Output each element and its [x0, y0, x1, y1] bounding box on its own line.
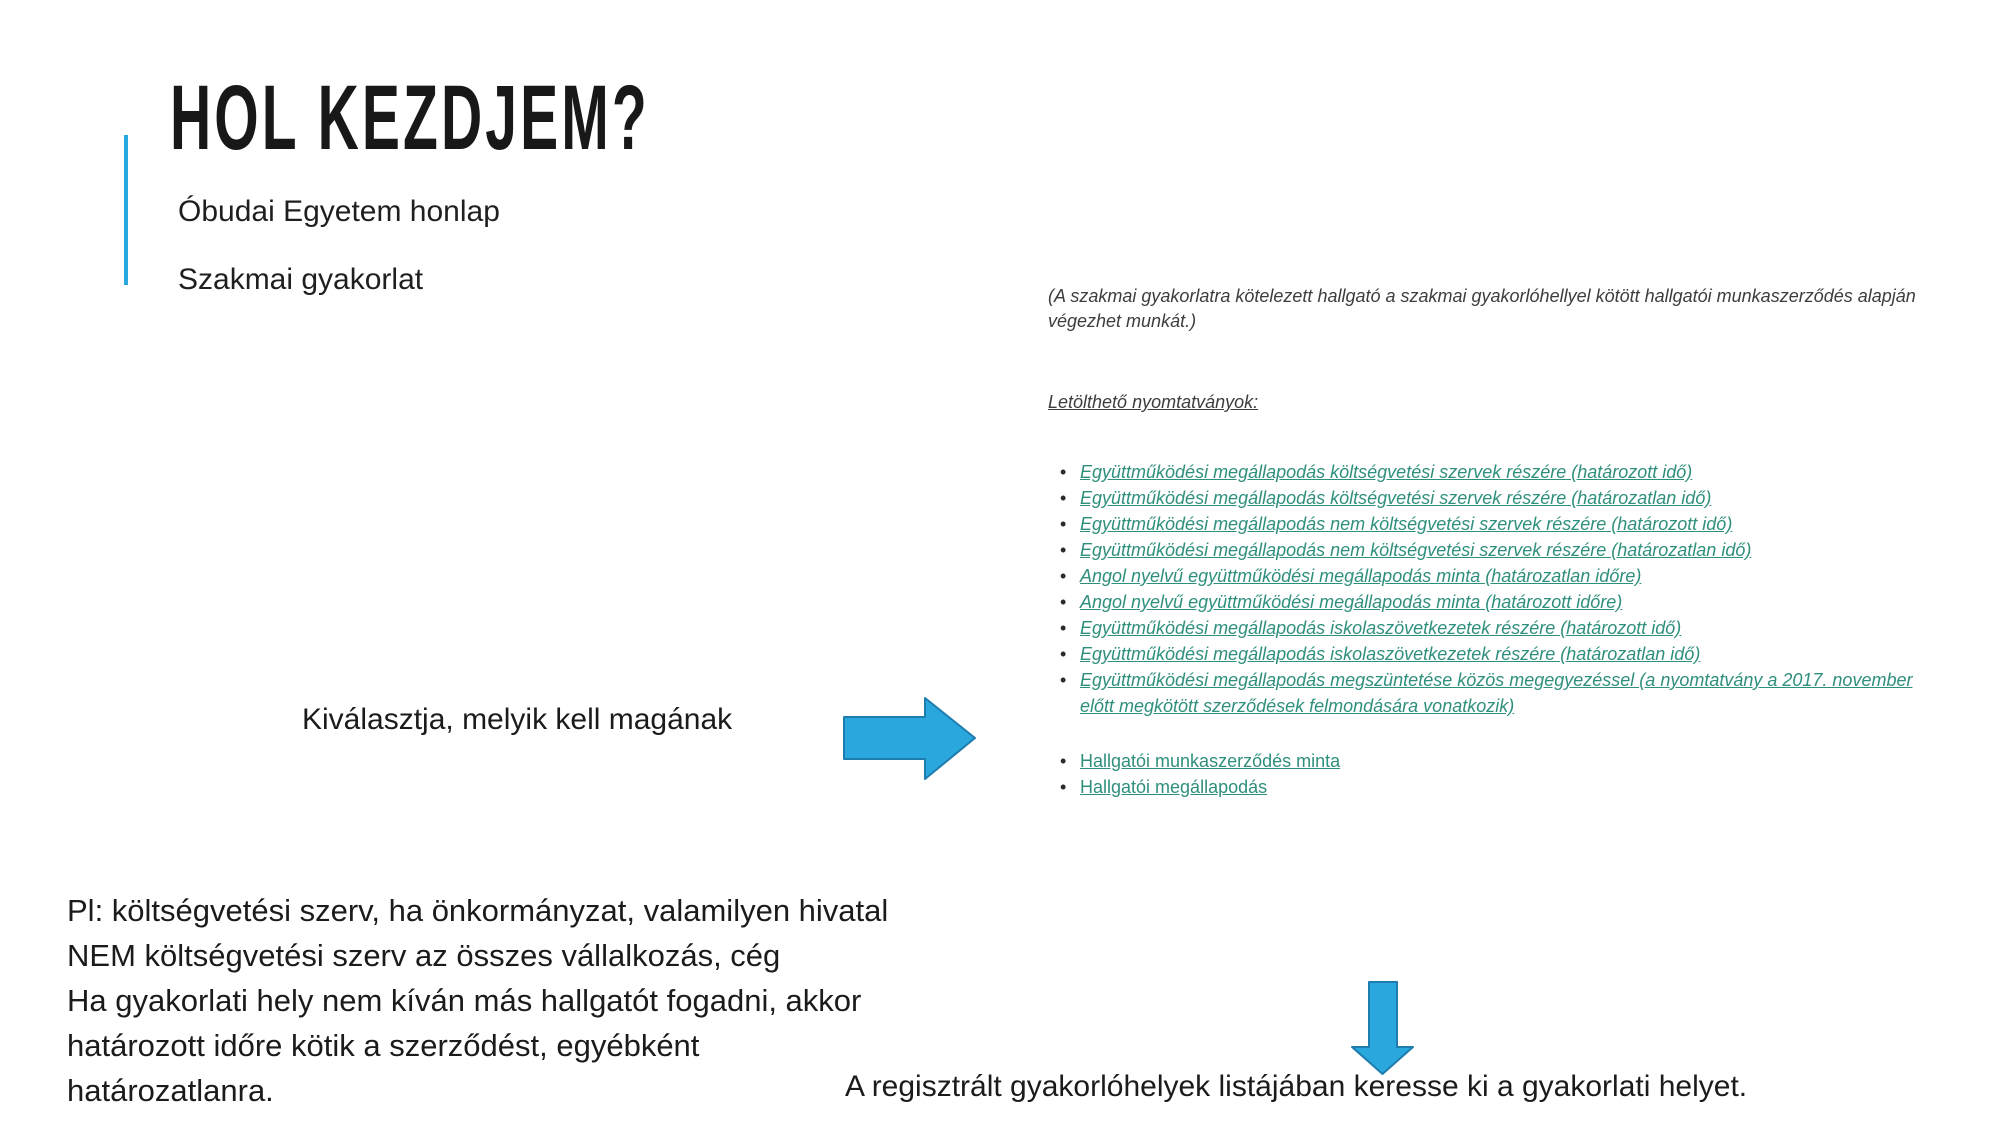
download-link-english-template-fixed[interactable]: Angol nyelvű együttműködési megállapodás minta (határozott időre)	[1080, 592, 1623, 612]
subtitle-university-homepage: Óbudai Egyetem honlap	[178, 195, 500, 228]
explanation-line: Pl: költségvetési szerv, ha önkormányzat, valamilyen hivatal	[67, 893, 889, 928]
slide-title: HOL KEZDJEM?	[170, 67, 650, 169]
down-arrow-icon	[1350, 981, 1415, 1076]
list-item	[1048, 511, 1948, 537]
screenshot-intro-paragraph: (A szakmai gyakorlatra kötelezett hallgató a szakmai gyakorlóhellyel kötött hallgatói munkaszerződés alapján végezhet munkát.)	[1048, 286, 1916, 331]
download-link-cooperation-nonbudgetary-fixed[interactable]: Együttműködési megállapodás nem költségvetési szervek részére (határozott idő)	[1080, 514, 1733, 534]
title-accent-bar	[124, 135, 128, 285]
download-link-termination-agreement[interactable]: Együttműködési megállapodás megszüntetése közös megegyezéssel (a nyomtatvány a 2017. november előtt megkötött szerződések felmondására vonatkozik)	[1080, 670, 1913, 716]
list-item	[1048, 537, 1948, 563]
list-item	[1048, 667, 1948, 719]
download-link-student-agreement[interactable]: Hallgatói megállapodás	[1080, 777, 1268, 797]
download-link-student-work-contract[interactable]: Hallgatói munkaszerződés minta	[1080, 751, 1341, 771]
download-link-school-cooperative-fixed[interactable]: Együttműködési megállapodás iskolaszövetkezetek részére (határozott idő)	[1080, 618, 1682, 638]
subtitle-internship: Szakmai gyakorlat	[178, 263, 424, 296]
right-arrow-icon	[843, 696, 977, 781]
student-links-list	[1048, 748, 1948, 800]
list-item	[1048, 641, 1948, 667]
explanation-line: NEM költségvetési szerv az összes vállalkozás, cég	[67, 938, 781, 973]
list-item	[1048, 774, 1948, 800]
choose-annotation: Kiválasztja, melyik kell magának	[302, 703, 733, 736]
download-link-cooperation-budgetary-fixed[interactable]: Együttműködési megállapodás költségvetési szervek részére (határozott idő)	[1080, 462, 1693, 482]
download-link-school-cooperative-indefinite[interactable]: Együttműködési megállapodás iskolaszövetkezetek részére (határozatlan idő)	[1080, 644, 1701, 664]
download-link-cooperation-budgetary-indefinite[interactable]: Együttműködési megállapodás költségvetési szervek részére (határozatlan idő)	[1080, 488, 1712, 508]
registered-places-annotation: A regisztrált gyakorlóhelyek listájában keresse ki a gyakorlati helyet.	[845, 1070, 1748, 1103]
download-link-english-template-indefinite[interactable]: Angol nyelvű együttműködési megállapodás minta (határozatlan időre)	[1080, 566, 1642, 586]
downloadable-forms-heading: Letölthető nyomtatványok:	[1048, 392, 1259, 412]
list-item	[1048, 485, 1948, 511]
list-item	[1048, 563, 1948, 589]
explanation-paragraph	[67, 888, 888, 1113]
website-screenshot	[1048, 284, 1948, 800]
list-item	[1048, 589, 1948, 615]
explanation-line: határozatlanra.	[67, 1073, 274, 1108]
download-links-list	[1048, 459, 1948, 719]
explanation-line: határozott időre kötik a szerződést, egyébként	[67, 1028, 700, 1063]
download-link-cooperation-nonbudgetary-indefinite[interactable]: Együttműködési megállapodás nem költségvetési szervek részére (határozatlan idő)	[1080, 540, 1752, 560]
list-item	[1048, 748, 1948, 774]
list-item	[1048, 459, 1948, 485]
explanation-line: Ha gyakorlati hely nem kíván más hallgatót fogadni, akkor	[67, 983, 862, 1018]
list-item	[1048, 615, 1948, 641]
